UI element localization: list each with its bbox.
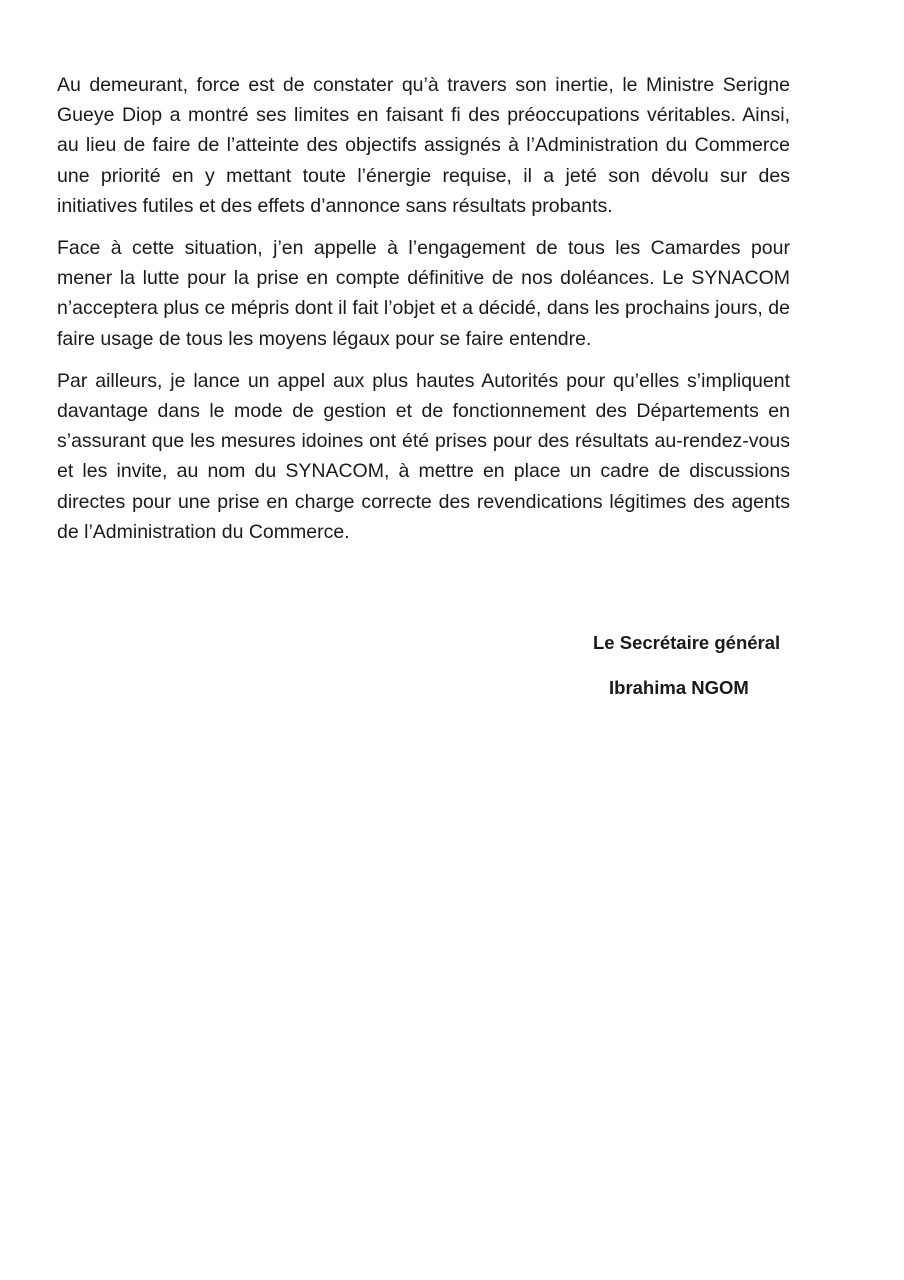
signatory-name: Ibrahima NGOM xyxy=(609,677,749,698)
signatory-title: Le Secrétaire général xyxy=(593,632,781,653)
paragraph-appeal-comrades: Face à cette situation, j’en appelle à l’engagement de tous les Camardes pour mener la lutte pour la prise en compte définitive de nos doléances. Le SYNACOM n’acceptera plus ce mépris dont il fait l’objet et a décidé, dans les prochains jours, de faire usage de tous les moyens légaux pour se faire entendre. xyxy=(57,237,790,350)
letter-body xyxy=(57,70,790,559)
paragraph-appeal-authorities: Par ailleurs, je lance un appel aux plus hautes Autorités pour qu’elles s’impliquent davantage dans le mode de gestion et de fonctionnement des Départements en s’assurant que les mesures idoines ont été prises pour des résultats au-rendez-vous et les invite, au nom du SYNACOM, à mettre en place un cadre de discussions directes pour une prise en charge correcte des revendications légitimes des agents de l’Administration du Commerce. xyxy=(57,369,790,543)
paragraph-inertia: Au demeurant, force est de constater qu’à travers son inertie, le Ministre Serigne Gueye Diop a montré ses limites en faisant fi des préoccupations véritables. Ainsi, au lieu de faire de l’atteinte des objectifs assignés à l’Administration du Commerce une priorité en y mettant toute l’énergie requise, il a jeté son dévolu sur des initiatives futiles et des effets d’annonce sans résultats probants. xyxy=(57,74,790,217)
